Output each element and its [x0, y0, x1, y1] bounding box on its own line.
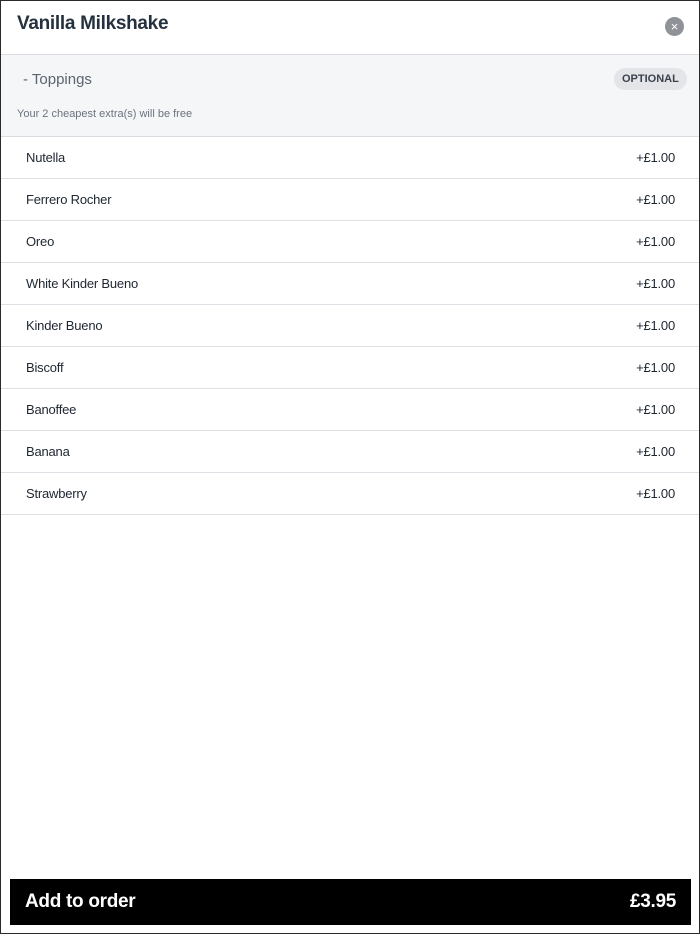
product-title: Vanilla Milkshake	[17, 13, 169, 34]
topping-price: +£1.00	[636, 486, 675, 501]
topping-name: Banana	[26, 444, 70, 459]
close-button[interactable]	[665, 17, 684, 36]
topping-price: +£1.00	[636, 318, 675, 333]
list-item[interactable]	[1, 137, 699, 179]
topping-name: Nutella	[26, 150, 66, 165]
list-item[interactable]	[1, 473, 699, 515]
list-item[interactable]	[1, 221, 699, 263]
list-item[interactable]	[1, 305, 699, 347]
toppings-list	[1, 137, 699, 515]
topping-price: +£1.00	[636, 150, 675, 165]
list-item[interactable]	[1, 347, 699, 389]
list-item[interactable]	[1, 389, 699, 431]
section-title: - Toppings	[23, 71, 92, 88]
order-total: £3.95	[629, 891, 676, 912]
topping-name: Banoffee	[26, 402, 77, 417]
list-item[interactable]	[1, 263, 699, 305]
topping-name: Kinder Bueno	[26, 318, 103, 333]
topping-price: +£1.00	[636, 360, 675, 375]
topping-price: +£1.00	[636, 444, 675, 459]
modal-header	[1, 1, 699, 55]
add-to-order-label: Add to order	[25, 891, 136, 912]
topping-price: +£1.00	[636, 276, 675, 291]
free-extras-note: Your 2 cheapest extra(s) will be free	[17, 108, 193, 120]
topping-name: Oreo	[26, 234, 55, 249]
add-to-order-button[interactable]	[10, 879, 691, 925]
list-item[interactable]	[1, 431, 699, 473]
topping-name: Ferrero Rocher	[26, 192, 112, 207]
toppings-section-header	[1, 55, 699, 137]
topping-price: +£1.00	[636, 192, 675, 207]
topping-price: +£1.00	[636, 402, 675, 417]
optional-badge: OPTIONAL	[614, 68, 687, 90]
topping-name: White Kinder Bueno	[26, 276, 139, 291]
list-item[interactable]	[1, 179, 699, 221]
topping-name: Strawberry	[26, 486, 87, 501]
topping-name: Biscoff	[26, 360, 64, 375]
topping-price: +£1.00	[636, 234, 675, 249]
close-icon: ×	[670, 19, 679, 34]
